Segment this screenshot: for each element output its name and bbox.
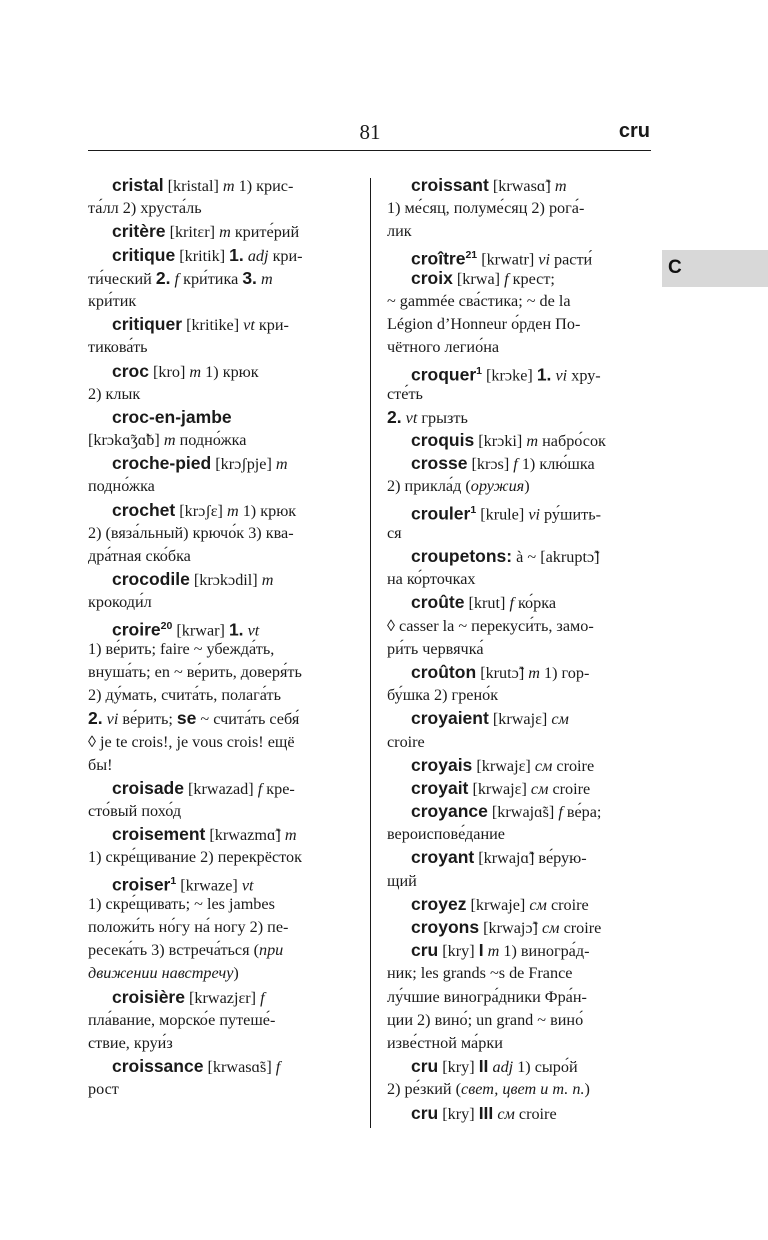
grammar-label: f xyxy=(509,594,514,613)
grammar-label: vt xyxy=(243,316,255,335)
entry-line xyxy=(88,220,356,243)
continuation-line xyxy=(88,800,356,823)
sense-number: 3. xyxy=(242,267,257,288)
continuation-line xyxy=(88,336,356,359)
entry-line xyxy=(387,939,651,962)
thumb-index-tab xyxy=(662,250,768,287)
entry-text: 2) ре́зкий ( xyxy=(387,1080,462,1099)
continuation-line xyxy=(88,916,356,939)
headword: croix xyxy=(411,267,453,288)
entry-text: [krwajɑ̃s] xyxy=(487,803,559,822)
entry-line xyxy=(387,591,651,614)
headword: cru xyxy=(411,940,439,961)
headword: croupetons: xyxy=(411,546,513,566)
entry-text: ◊ je te crois!, je vous crois! ещё xyxy=(88,732,295,751)
continuation-line xyxy=(387,962,651,985)
headword: croissant xyxy=(411,175,489,195)
entry-text: кри- xyxy=(254,316,289,335)
entry-line xyxy=(88,823,356,846)
entry-line xyxy=(387,1102,651,1125)
continuation-line xyxy=(387,823,651,846)
entry-text: croire xyxy=(514,1104,557,1123)
continuation-line xyxy=(387,313,651,336)
entry-line xyxy=(88,313,356,336)
headword: croyais xyxy=(411,754,473,775)
conjugation-superscript: 1 xyxy=(170,874,177,887)
entry-text: 2) ду́мать, счита́ть, полага́ть xyxy=(88,686,282,705)
entry-text: ве́ра; xyxy=(562,803,602,822)
grammar-label: f xyxy=(558,803,563,822)
continuation-line xyxy=(387,615,651,638)
entry-line xyxy=(387,360,651,383)
running-head: cru xyxy=(618,120,650,142)
continuation-line xyxy=(88,939,356,962)
continuation-line xyxy=(387,383,651,406)
entry-text: кри- xyxy=(268,246,303,265)
grammar-label: vt xyxy=(247,620,260,639)
sense-number: 1. xyxy=(536,363,552,384)
entry-text: [krɔs] xyxy=(467,455,514,474)
entry-text: [krwatr] xyxy=(477,249,539,268)
entry-text: [krwasɑ̃s] xyxy=(203,1058,276,1077)
grammar-label: m xyxy=(163,431,176,450)
entry-text: ко́рка xyxy=(513,594,557,613)
continuation-line xyxy=(387,638,651,661)
grammar-label: vi xyxy=(106,710,119,729)
left-column xyxy=(88,174,356,1102)
headword: croiser xyxy=(112,874,171,895)
continuation-line xyxy=(88,1009,356,1032)
grammar-label: движении навстречу xyxy=(88,964,234,983)
sense-number: 1. xyxy=(228,618,244,639)
entry-text: 1) гор- xyxy=(539,663,590,682)
headword: croyance xyxy=(411,801,488,822)
entry-line xyxy=(387,777,651,800)
conjugation-superscript: 1 xyxy=(476,364,482,377)
continuation-line xyxy=(88,731,356,754)
headword: croissance xyxy=(112,1056,204,1077)
continuation-line xyxy=(387,684,651,707)
right-column xyxy=(387,174,651,1125)
continuation-line xyxy=(88,475,356,498)
continuation-line xyxy=(88,1032,356,1055)
continuation-line xyxy=(387,986,651,1009)
entry-text: крите́рий xyxy=(230,223,300,242)
continuation-line xyxy=(88,383,356,406)
entry-text: положи́ть но́гу на́ ногу 2) пе- xyxy=(88,918,289,936)
entry-text: [kry] xyxy=(438,1104,479,1123)
entry-text: [krɔʃɛ] xyxy=(175,501,227,520)
sense-number: III xyxy=(478,1102,494,1123)
grammar-label: f xyxy=(257,779,263,798)
entry-text: 1) сыро́й xyxy=(513,1058,578,1077)
grammar-label: m xyxy=(528,663,540,682)
grammar-label: f xyxy=(275,1058,281,1077)
entry-line xyxy=(387,429,651,452)
entry-text: ру́шить- xyxy=(540,505,601,524)
continuation-line xyxy=(387,336,651,359)
headword: cru xyxy=(411,1102,439,1123)
entry-text: [krwaze] xyxy=(176,876,242,895)
entry-text: [kry] xyxy=(438,1058,479,1077)
headword: croyez xyxy=(411,893,467,914)
continuation-line xyxy=(387,1032,651,1055)
column-divider xyxy=(370,178,371,1128)
continuation-line xyxy=(88,197,356,220)
entry-line xyxy=(88,406,356,429)
entry-text: [krwazmɑ̃] xyxy=(205,826,285,845)
entry-line xyxy=(88,499,356,522)
continuation-line xyxy=(88,638,356,661)
grammar-label: m xyxy=(261,571,274,590)
entry-text: кре- xyxy=(262,779,295,798)
entry-text: ) xyxy=(233,964,239,983)
entry-line xyxy=(387,893,651,916)
continuation-line xyxy=(387,220,651,243)
entry-text: кри́тика xyxy=(179,269,243,288)
entry-text: [krwajɔ̃] xyxy=(479,919,542,937)
entry-text: подно́жка xyxy=(88,477,155,496)
entry-text: та́лл 2) хруста́ль xyxy=(88,199,202,218)
entry-text: 1) ме́сяц, полуме́сяц 2) рога́- xyxy=(387,199,585,218)
sense-number: 1. xyxy=(229,244,244,265)
entry-line xyxy=(387,754,651,777)
grammar-label: f xyxy=(504,269,509,288)
headword: croisade xyxy=(112,777,184,798)
entry-text: [krwajɑ̃] xyxy=(474,849,539,868)
entry-text: изве́стной ма́рки xyxy=(387,1033,503,1052)
entry-text: croire xyxy=(559,919,602,937)
entry-text: кри́тик xyxy=(88,291,137,310)
entry-text: рост xyxy=(88,1080,119,1099)
entry-line xyxy=(387,452,651,475)
entry-text: пла́вание, морско́е путеше́- xyxy=(88,1010,276,1029)
headword: croûton xyxy=(411,661,477,682)
entry-line xyxy=(387,267,651,290)
entry-text: 2) прикла́д ( xyxy=(387,477,471,496)
headword: critique xyxy=(112,244,176,265)
entry-text: ся xyxy=(387,523,402,542)
entry-text: расти́ xyxy=(549,249,593,268)
entry-line xyxy=(88,452,356,475)
entry-line xyxy=(88,360,356,383)
entry-text: ◊ casser la ~ перекуси́ть, замо- xyxy=(387,616,594,635)
entry-text: ве́рую- xyxy=(538,849,587,868)
headword: croyait xyxy=(411,777,469,798)
continuation-line xyxy=(88,661,356,684)
entry-text: [krɔki] xyxy=(474,432,527,451)
entry-text: ти́ческий xyxy=(88,269,156,288)
entry-line xyxy=(387,1055,651,1078)
entry-text: ~ gammée сва́стика; ~ de la xyxy=(387,291,571,310)
entry-text: 2) клык xyxy=(88,384,141,403)
continuation-line xyxy=(387,568,651,591)
entry-text: подно́жка xyxy=(175,431,247,450)
grammar-label: см xyxy=(497,1104,515,1123)
continuation-line xyxy=(88,429,356,452)
entry-line xyxy=(88,870,356,893)
entry-text: бу́шка 2) грено́к xyxy=(387,686,499,705)
headword: croyaient xyxy=(411,708,489,729)
entry-text: чётного легио́на xyxy=(387,338,500,357)
grammar-label: m xyxy=(487,942,500,961)
entry-text: ствие, круи́з xyxy=(88,1033,173,1052)
entry-text: хру- xyxy=(567,365,601,384)
continuation-line xyxy=(88,962,356,985)
entry-line xyxy=(88,986,356,1009)
grammar-label: m xyxy=(526,432,539,451)
header-rule xyxy=(88,150,651,151)
entry-line xyxy=(387,707,651,730)
entry-line xyxy=(387,499,651,522)
continuation-line xyxy=(387,290,651,313)
grammar-label: vt xyxy=(241,876,254,895)
entry-text: ) xyxy=(584,1080,590,1099)
entry-text: 1) скре́щивать; ~ les jambes xyxy=(88,894,275,913)
thumb-index-letter: C xyxy=(668,257,682,278)
grammar-label: свет, цвет и т. п. xyxy=(461,1080,585,1099)
sense-number: I xyxy=(478,940,484,961)
headword: crouler xyxy=(411,503,471,524)
page-number: 81 xyxy=(359,120,381,144)
grammar-label: см xyxy=(534,756,553,775)
entry-text: [krwasɑ̃] xyxy=(488,177,555,195)
entry-text: на ко́рточках xyxy=(387,570,476,589)
entry-text: бы! xyxy=(88,755,113,774)
grammar-label: adj xyxy=(247,246,269,265)
conjugation-superscript: 20 xyxy=(160,619,173,632)
headword: croître xyxy=(411,247,466,268)
entry-text: [kristal] xyxy=(163,177,223,195)
entry-text: ресека́ть 3) встреча́ться ( xyxy=(88,941,259,960)
entry-text: 1) крюк xyxy=(201,362,259,381)
entry-text: [kritik] xyxy=(175,246,230,265)
continuation-line xyxy=(88,893,356,916)
entry-line xyxy=(387,800,651,823)
entry-text: 1) ве́рить; faire ~ убежда́ть, xyxy=(88,639,275,658)
entry-text: [kro] xyxy=(148,362,190,381)
entry-text: ции 2) вино́; un grand ~ вино́ xyxy=(387,1010,584,1029)
continuation-line xyxy=(88,684,356,707)
entry-text: [krwar] xyxy=(172,620,229,639)
headword: croyant xyxy=(411,847,475,868)
headword: croisière xyxy=(112,986,185,1007)
sense-number: 2. xyxy=(387,406,402,427)
entry-text: [krwajɛ] xyxy=(488,710,552,729)
grammar-label: f xyxy=(513,455,518,474)
conjugation-superscript: 21 xyxy=(465,248,478,261)
headword: crosse xyxy=(411,453,468,474)
entry-text: ник; les grands ~s de France xyxy=(387,964,573,983)
entry-line xyxy=(88,244,356,267)
continuation-line xyxy=(88,290,356,313)
headword: critère xyxy=(112,221,166,242)
continuation-line xyxy=(387,406,651,429)
entry-text: набро́сок xyxy=(538,432,606,451)
entry-text: à ~ [akruptɔ̃] xyxy=(512,548,600,566)
grammar-label: vi xyxy=(555,365,568,384)
continuation-line xyxy=(88,846,356,869)
entry-text: 1) клю́шка xyxy=(517,455,595,474)
headword: crocodile xyxy=(112,569,190,590)
continuation-line xyxy=(88,707,356,730)
grammar-label: см xyxy=(530,779,549,798)
entry-text: [krɔʃpje] xyxy=(211,455,276,474)
entry-text: Légion d’Honneur о́рден По- xyxy=(387,315,581,334)
entry-line xyxy=(88,615,356,638)
headword: croquer xyxy=(411,363,477,384)
grammar-label: m xyxy=(222,177,235,195)
entry-text: [krule] xyxy=(476,505,529,524)
headword: croquis xyxy=(411,430,475,451)
headword: croc xyxy=(112,360,149,381)
entry-line xyxy=(88,777,356,800)
entry-line xyxy=(387,916,651,939)
headword: croche-pied xyxy=(112,453,212,474)
grammar-label: m xyxy=(554,177,567,195)
entry-text: [krɔkɑ̃ʒɑ̃b] xyxy=(88,431,164,450)
entry-text: [kritɛr] xyxy=(165,223,220,242)
entry-text: крест; xyxy=(508,269,555,288)
entry-text: [krwajɛ] xyxy=(468,779,531,798)
continuation-line xyxy=(88,754,356,777)
entry-text: [krwazad] xyxy=(183,779,258,798)
continuation-line xyxy=(88,591,356,614)
grammar-label: vt xyxy=(405,408,418,427)
grammar-label: при xyxy=(258,941,284,960)
headword: cru xyxy=(411,1056,439,1077)
entry-text: грызть xyxy=(417,408,468,427)
grammar-label: f xyxy=(174,269,180,288)
entry-line xyxy=(88,174,356,197)
sense-number: II xyxy=(478,1056,489,1077)
headword: critiquer xyxy=(112,314,183,335)
entry-line xyxy=(387,846,651,869)
grammar-label: adj xyxy=(492,1058,514,1077)
grammar-label: f xyxy=(260,988,265,1007)
continuation-line xyxy=(387,197,651,220)
headword: croûte xyxy=(411,592,465,613)
entry-text: [krwaje] xyxy=(466,895,530,914)
continuation-line xyxy=(387,870,651,893)
entry-text: сто́вый похо́д xyxy=(88,802,182,821)
headword: crochet xyxy=(112,499,176,520)
entry-line xyxy=(387,661,651,684)
entry-line xyxy=(387,174,651,197)
entry-text: ) xyxy=(524,477,530,496)
headword: croisement xyxy=(112,824,206,845)
entry-text: 2) (вяза́льный) крючо́к 3) ква- xyxy=(88,523,294,542)
entry-text: [krɔke] xyxy=(482,365,537,384)
entry-text: [krɔkɔdil] xyxy=(189,571,262,590)
entry-text: лу́чшие виногра́дники Фра́н- xyxy=(387,987,587,1006)
sense-number: 2. xyxy=(88,708,103,729)
grammar-label: см xyxy=(529,895,547,914)
entry-line xyxy=(88,1055,356,1078)
entry-text: croire xyxy=(387,732,425,751)
continuation-line xyxy=(387,731,651,754)
continuation-line xyxy=(88,1078,356,1101)
entry-text: дра́тная ско́бка xyxy=(88,547,191,565)
grammar-label: m xyxy=(260,269,273,288)
entry-line xyxy=(387,545,651,568)
continuation-line xyxy=(387,1078,651,1101)
entry-text: [krwajɛ] xyxy=(472,756,535,775)
entry-text: ри́ть червячка́ xyxy=(387,639,484,658)
sense-number: se xyxy=(176,708,197,729)
grammar-label: vi xyxy=(528,505,540,524)
entry-text: 1) крюк xyxy=(238,501,297,520)
entry-text: croire xyxy=(548,779,591,798)
entry-text: 1) крис- xyxy=(234,177,294,195)
entry-text: крокоди́л xyxy=(88,593,152,612)
conjugation-superscript: 1 xyxy=(470,503,477,516)
continuation-line xyxy=(387,522,651,545)
grammar-label: см xyxy=(542,919,560,937)
entry-text: сте́ть xyxy=(387,384,423,403)
headword: croyons xyxy=(411,917,480,937)
entry-text: ве́рить; xyxy=(118,710,177,729)
grammar-label: см xyxy=(551,710,569,729)
continuation-line xyxy=(88,522,356,545)
headword: croire xyxy=(112,618,161,639)
entry-text: 1) виногра́д- xyxy=(499,942,590,961)
entry-text: внуша́ть; en ~ ве́рить, доверя́ть xyxy=(88,662,302,681)
grammar-label: m xyxy=(189,362,202,381)
entry-line xyxy=(387,244,651,267)
entry-text: [krut] xyxy=(464,594,510,613)
entry-text: [kry] xyxy=(438,942,479,961)
headword: croc-en-jambe xyxy=(112,406,232,427)
entry-text: вероиспове́дание xyxy=(387,825,505,844)
entry-text: ~ счита́ть себя́ xyxy=(196,710,300,729)
grammar-label: m xyxy=(284,826,297,845)
continuation-line xyxy=(387,475,651,498)
entry-text: [krwazjɛr] xyxy=(184,988,261,1007)
entry-text: [kritike] xyxy=(182,316,244,335)
entry-text: 1) скре́щивание 2) перекрёсток xyxy=(88,848,302,867)
grammar-label: m xyxy=(275,455,288,474)
entry-text: croire xyxy=(552,756,595,775)
grammar-label: m xyxy=(226,501,239,520)
sense-number: 2. xyxy=(155,267,171,288)
entry-text: croire xyxy=(546,895,589,914)
headword: cristal xyxy=(112,175,164,195)
entry-text: [krutɔ̃] xyxy=(476,663,529,682)
continuation-line xyxy=(88,545,356,568)
grammar-label: m xyxy=(219,223,231,242)
entry-text: тикова́ть xyxy=(88,338,148,357)
entry-line xyxy=(88,568,356,591)
grammar-label: vi xyxy=(538,249,550,268)
continuation-line xyxy=(387,1009,651,1032)
grammar-label: оружия xyxy=(470,477,525,496)
entry-text: щий xyxy=(387,871,417,890)
entry-text: [krwa] xyxy=(452,269,505,288)
entry-text: лик xyxy=(387,222,412,241)
continuation-line xyxy=(88,267,356,290)
